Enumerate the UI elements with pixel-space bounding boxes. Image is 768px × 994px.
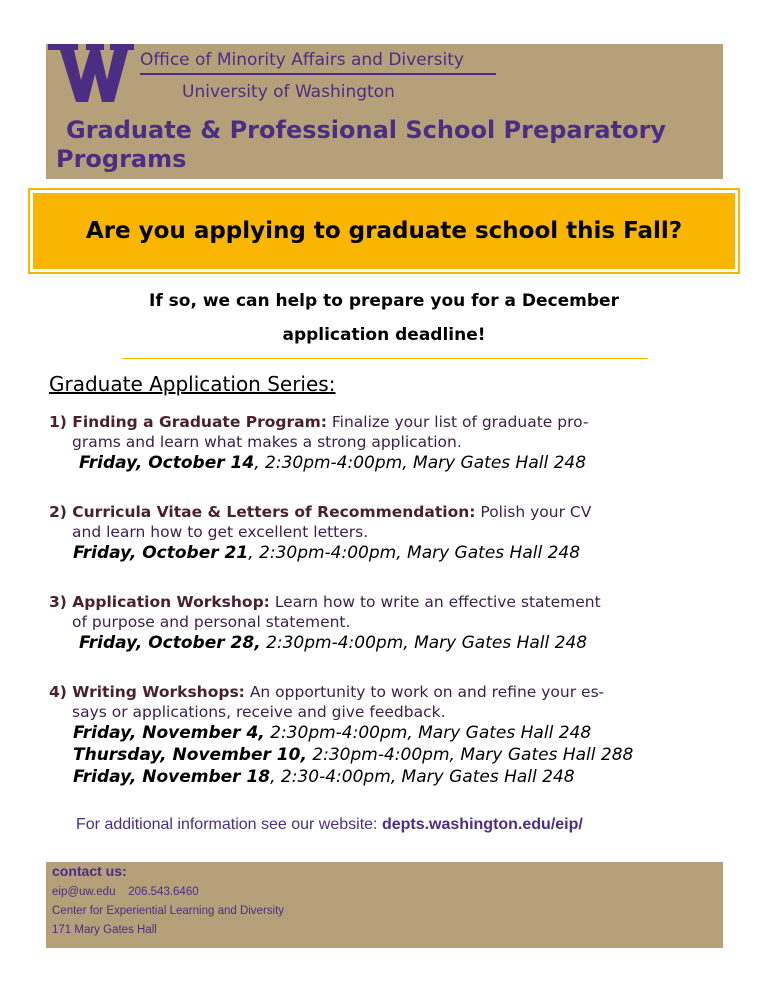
item-desc-1: Learn how to write an effective statement bbox=[274, 593, 601, 611]
divider-rule bbox=[122, 358, 648, 359]
banner-question: Are you applying to graduate school this Fall? bbox=[85, 218, 683, 244]
series-item-1 bbox=[49, 412, 729, 474]
item-heading: 3) Application Workshop: bbox=[49, 593, 270, 611]
session-day: Friday, October 21 bbox=[73, 543, 249, 563]
series-item-3 bbox=[49, 592, 729, 654]
item-session bbox=[49, 722, 729, 744]
item-session bbox=[49, 542, 729, 564]
program-title: Graduate & Professional School Preparatory Programs bbox=[56, 116, 667, 173]
item-heading: 1) Finding a Graduate Program: bbox=[49, 413, 327, 431]
office-name: Office of Minority Affairs and Diversity bbox=[140, 50, 496, 75]
item-session bbox=[49, 632, 729, 654]
session-detail: , 2:30pm-4:00pm, Mary Gates Hall 248 bbox=[254, 453, 587, 473]
header-panel bbox=[46, 44, 723, 179]
item-desc-2: says or applications, receive and give feedback. bbox=[72, 703, 446, 721]
contact-panel bbox=[46, 862, 723, 948]
session-detail: , 2:30-4:00pm, Mary Gates Hall 248 bbox=[270, 767, 575, 787]
session-detail: 2:30pm-4:00pm, Mary Gates Hall 288 bbox=[306, 745, 634, 765]
series-item-2 bbox=[49, 502, 729, 564]
item-desc-2: and learn how to get excellent letters. bbox=[72, 523, 369, 541]
item-heading: 2) Curricula Vitae & Letters of Recommendation: bbox=[49, 503, 476, 521]
item-session bbox=[49, 744, 729, 766]
contact-center: Center for Experiential Learning and Diversity bbox=[52, 905, 285, 917]
item-session bbox=[49, 766, 729, 788]
contact-address: 171 Mary Gates Hall bbox=[52, 924, 157, 936]
series-title: Graduate Application Series: bbox=[49, 372, 336, 396]
session-detail: 2:30pm-4:00pm, Mary Gates Hall 248 bbox=[260, 633, 588, 653]
session-detail: 2:30pm-4:00pm, Mary Gates Hall 248 bbox=[264, 723, 592, 743]
more-info-line bbox=[76, 816, 583, 834]
question-banner-fill bbox=[33, 193, 735, 269]
item-desc-1: Polish your CV bbox=[480, 503, 592, 521]
website-link[interactable]: depts.washington.edu/eip/ bbox=[381, 816, 583, 833]
item-desc-2: grams and learn what makes a strong application. bbox=[72, 433, 462, 451]
contact-email-phone bbox=[52, 886, 199, 898]
item-desc-1: An opportunity to work on and refine your es- bbox=[249, 683, 605, 701]
contact-email[interactable]: eip@uw.edu bbox=[52, 886, 116, 898]
item-session bbox=[49, 452, 729, 474]
uw-w-logo bbox=[48, 44, 134, 102]
session-day: Friday, October 14 bbox=[79, 453, 255, 473]
intro-text bbox=[60, 284, 708, 352]
item-heading: 4) Writing Workshops: bbox=[49, 683, 245, 701]
session-day: Thursday, November 10, bbox=[73, 745, 307, 765]
intro-line-2: application deadline! bbox=[282, 325, 486, 345]
series-item-4 bbox=[49, 682, 729, 788]
item-desc-2: of purpose and personal statement. bbox=[72, 613, 351, 631]
session-day: Friday, October 28, bbox=[79, 633, 261, 653]
contact-title: contact us: bbox=[52, 863, 127, 879]
more-info-text: For additional information see our website: bbox=[76, 816, 382, 833]
session-day: Friday, November 4, bbox=[73, 723, 265, 743]
university-name: University of Washington bbox=[182, 82, 395, 102]
item-desc-1: Finalize your list of graduate pro- bbox=[331, 413, 589, 431]
session-detail: , 2:30pm-4:00pm, Mary Gates Hall 248 bbox=[248, 543, 581, 563]
contact-phone: 206.543.6460 bbox=[128, 886, 199, 898]
intro-line-1: If so, we can help to prepare you for a December bbox=[149, 291, 619, 311]
session-day: Friday, November 18 bbox=[73, 767, 271, 787]
question-banner bbox=[28, 188, 740, 274]
